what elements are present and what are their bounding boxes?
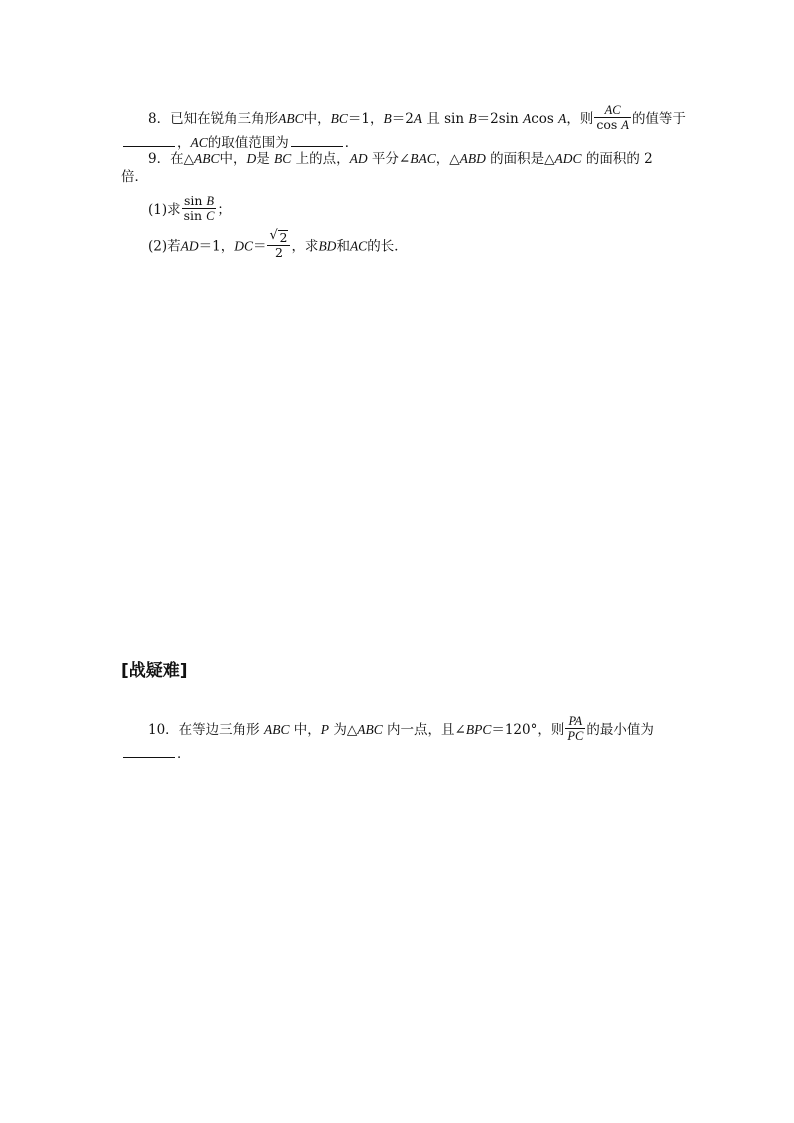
q9-part2-fraction [267,230,290,260]
q10-number: 10．在等边三角形 [148,722,260,738]
q9-line2 [121,169,148,185]
q9-var: ABC [193,151,220,166]
q9-var: ABD [459,151,486,166]
q10-fraction [565,714,585,743]
q9-part2-label: (2)若 [148,238,181,255]
q8-var: AC [190,135,208,150]
q8-answer-blank-1[interactable] [123,134,175,147]
q9-text: 的长． [367,238,408,255]
q8-text: 中， [303,111,331,127]
q8-text: ＝2 [391,111,414,127]
q10-var: P [320,722,330,737]
q10-line1 [148,716,654,745]
q9-text: 中， [219,151,247,167]
q10-fraction-numerator: PA [565,714,585,729]
q9-var: BC [274,151,292,166]
q8-fraction-numerator: AC [594,103,631,118]
q10-line2 [121,745,191,762]
q8-text: ＝1， [347,111,384,127]
q9-part1-label: (1)求 [148,202,181,218]
q9-text: ，△ [435,151,460,167]
q9-var: DC [234,238,253,254]
q9-var: D [246,151,257,166]
q8-number: 8．已知在锐角三角形 [148,111,279,127]
q9-fraction-denominator: sin [183,208,207,223]
q8-fraction-denominator-var: A [621,118,629,132]
q9-part2 [148,228,408,262]
q9-line1 [148,151,653,167]
q8-fraction-denominator: cos [596,117,622,132]
q8-var: A [522,111,532,126]
q9-var: AD [349,151,368,166]
q8-var: BC [330,111,348,126]
q10-var: ABC [263,722,290,737]
q9-part1-fraction [182,194,217,223]
q10-answer-blank[interactable] [123,745,175,758]
q10-text: ＝120°，则 [491,722,565,738]
q9-text: ＝1， [198,238,235,255]
q9-var: BAC [410,151,436,166]
q9-part1 [148,193,231,225]
q9-var: AD [180,238,199,254]
q8-answer-blank-2[interactable] [291,134,343,147]
q10-var: BPC [465,722,492,737]
q8-var: A [558,111,567,126]
q9-text: 是 [256,151,270,167]
q8-text: ． [344,135,359,151]
q9-text: ＝ [252,238,267,255]
q10-text: 内一点，且∠ [387,722,466,738]
q8-line2 [121,134,358,151]
q9-text: ； [217,202,231,218]
q9-part2-fraction-denominator: 2 [274,245,283,260]
q8-text: 的取值范围为 [207,135,289,151]
q9-var: AC [349,238,368,254]
section-heading: [战疑难] [121,661,188,681]
q9-text: ，求 [291,238,319,255]
q10-text: 为△ [333,722,358,738]
q8-text: ， [177,135,191,151]
sqrt-radicand: 2 [279,230,288,245]
q8-var: ABC [278,111,304,126]
q8-text: 的值等于 [631,111,686,127]
q8-line1 [148,105,686,134]
q8-fraction [594,103,631,132]
q10-var: ABC [357,722,383,737]
q9-text: 和 [336,238,350,255]
q9-var: BD [318,238,337,254]
q9-text: 的面积是△ [490,151,555,167]
q9-var: ADC [554,151,582,166]
q10-text: 的最小值为 [586,722,654,738]
q8-var: B [468,111,477,126]
q8-text: cos [531,111,559,127]
q9-fraction-numerator-var: B [206,194,215,208]
q9-number: 9．在△ [148,151,194,167]
q9-text: 上的点， [295,151,350,167]
q8-text: ，则 [566,111,594,127]
q9-fraction-numerator: sin [183,193,207,208]
q9-fraction-denominator-var: C [206,209,215,223]
q8-text: ＝2sin [476,111,523,127]
q8-var: B [383,111,392,126]
sqrt-symbol [269,230,288,245]
q8-text: 且 sin [422,111,469,127]
q10-fraction-denominator: PC [567,729,584,743]
q10-text: ． [177,746,191,762]
q8-var: A [413,111,423,126]
q10-text: 中， [293,722,321,738]
radical-sign-icon: √ [269,228,278,243]
q9-text: 的面积的 2 [585,151,653,167]
q9-text: 倍． [121,169,148,185]
q9-text: 平分∠ [371,151,411,167]
